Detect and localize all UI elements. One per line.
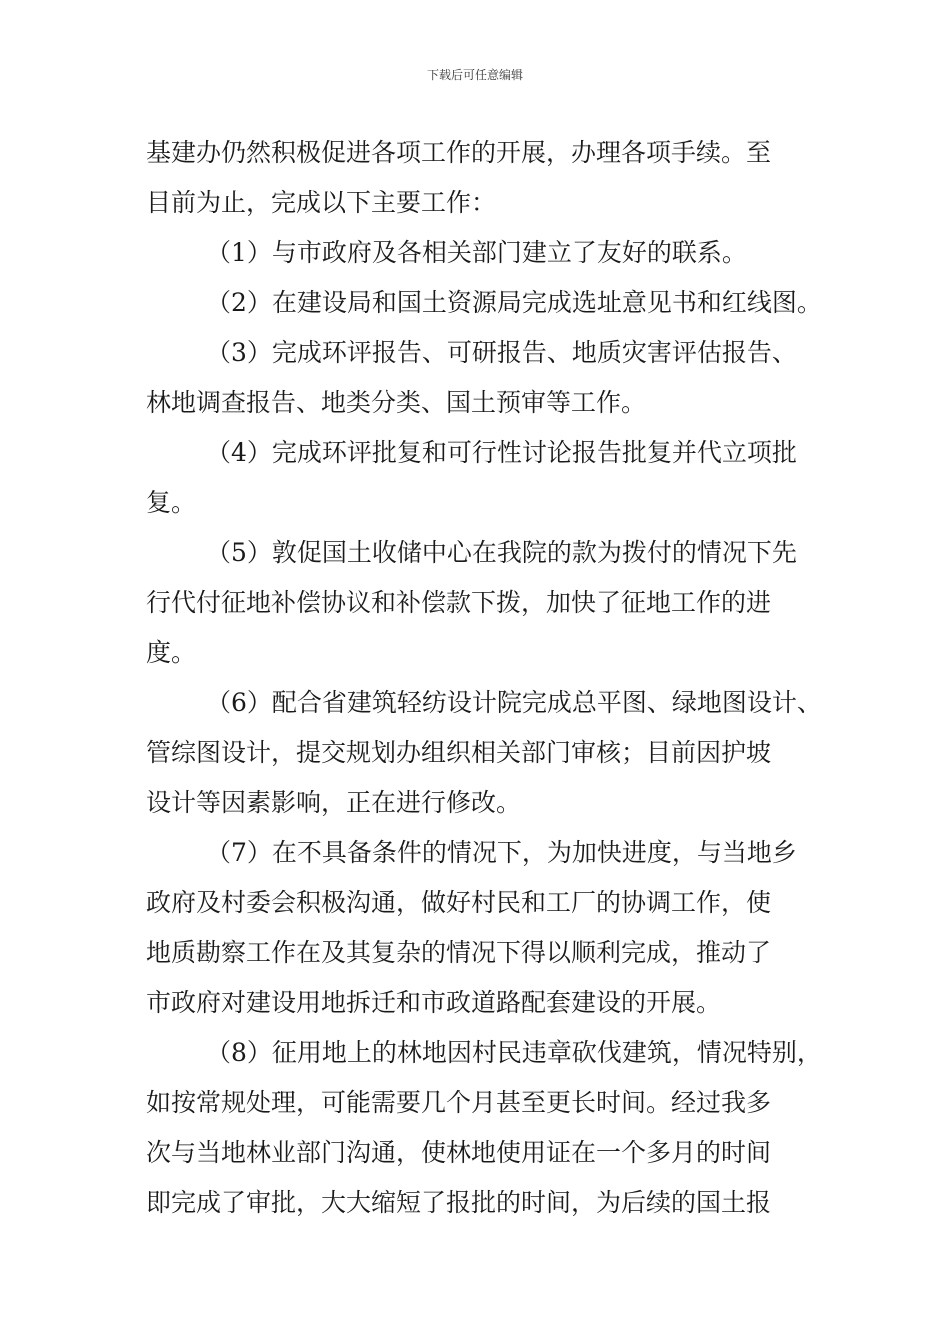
- text-line: （2）在建设局和国土资源局完成选址意见书和红线图。: [206, 288, 822, 317]
- text-line: （7）在不具备条件的情况下，为加快进度，与当地乡: [206, 838, 797, 867]
- paragraph-intro: [146, 128, 826, 228]
- text-line: 政府及村委会积极沟通，做好村民和工厂的协调工作，使: [146, 888, 772, 917]
- text-line: （3）完成环评报告、可研报告、地质灾害评估报告、: [206, 338, 797, 367]
- text-line: 复。: [146, 488, 197, 517]
- text-line: （8）征用地上的林地因村民违章砍伐建筑，情况特别，: [206, 1038, 822, 1067]
- paragraph-item-2: [146, 278, 826, 328]
- paragraph-item-6: [146, 678, 826, 828]
- text-line: 行代付征地补偿协议和补偿款下拨，加快了征地工作的进: [146, 588, 772, 617]
- text-line: 度。: [146, 638, 197, 667]
- text-line: 次与当地林业部门沟通，使林地使用证在一个多月的时间: [146, 1138, 772, 1167]
- text-line: 设计等因素影响，正在进行修改。: [146, 788, 522, 817]
- document-body: [146, 128, 826, 1228]
- text-line: 如按常规处理，可能需要几个月甚至更长时间。经过我多: [146, 1088, 772, 1117]
- text-line: （1）与市政府及各相关部门建立了友好的联系。: [206, 238, 747, 267]
- text-line: 市政府对建设用地拆迁和市政道路配套建设的开展。: [146, 988, 722, 1017]
- paragraph-item-5: [146, 528, 826, 678]
- text-line: （5）敦促国土收储中心在我院的款为拨付的情况下先: [206, 538, 797, 567]
- text-line: （6）配合省建筑轻纺设计院完成总平图、绿地图设计、: [206, 688, 822, 717]
- text-line: （4）完成环评批复和可行性讨论报告批复并代立项批: [206, 438, 797, 467]
- text-line: 管综图设计，提交规划办组织相关部门审核；目前因护坡: [146, 738, 772, 767]
- page-header-note: 下载后可任意编辑: [426, 68, 523, 82]
- text-line: 林地调查报告、地类分类、国土预审等工作。: [146, 388, 647, 417]
- text-line: 地质勘察工作在及其复杂的情况下得以顺利完成，推动了: [146, 938, 772, 967]
- text-line: 即完成了审批，大大缩短了报批的时间，为后续的国土报: [146, 1188, 772, 1217]
- paragraph-item-4: [146, 428, 826, 528]
- paragraph-item-3: [146, 328, 826, 428]
- paragraph-item-7: [146, 828, 826, 1028]
- text-line: 目前为止，完成以下主要工作：: [146, 188, 497, 217]
- paragraph-item-1: [146, 228, 826, 278]
- text-line: 基建办仍然积极促进各项工作的开展，办理各项手续。至: [146, 138, 772, 167]
- paragraph-item-8: [146, 1028, 826, 1228]
